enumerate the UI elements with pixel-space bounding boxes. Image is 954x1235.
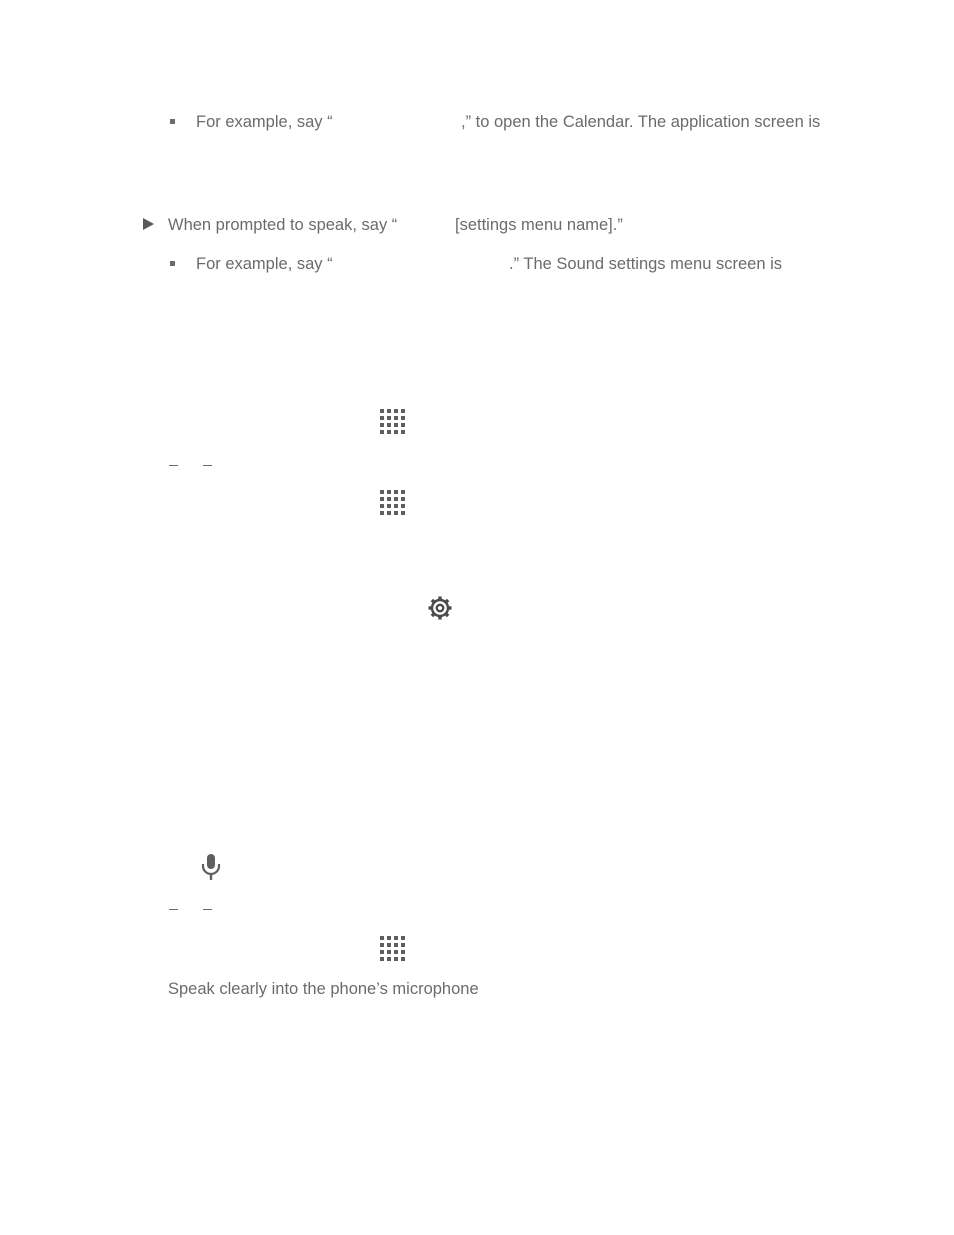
dash-mark [203,465,212,466]
square-bullet [170,119,175,124]
square-bullet [170,261,175,266]
dash-mark [203,909,212,910]
dash-mark [169,909,178,910]
sound-example-text-start: For example, say “ [196,255,333,273]
dash-mark [169,465,178,466]
settings-instruction-text-end: [settings menu name].” [455,216,623,234]
sound-example-text-end: .” The Sound settings menu screen is [509,255,783,273]
calendar-example-text-start: For example, say “ [196,113,333,131]
calendar-example-text-end: ,” to open the Calendar. The application screen is [461,113,821,131]
apps-grid-icon [380,409,406,435]
apps-grid-icon [380,490,406,516]
settings-instruction-text-start: When prompted to speak, say “ [168,216,398,234]
microphone-tip-text: Speak clearly into the phone’s microphone [168,980,479,998]
apps-grid-icon [380,936,406,962]
step-arrow-icon [143,218,154,230]
gear-icon [427,595,453,621]
microphone-icon [200,853,222,881]
